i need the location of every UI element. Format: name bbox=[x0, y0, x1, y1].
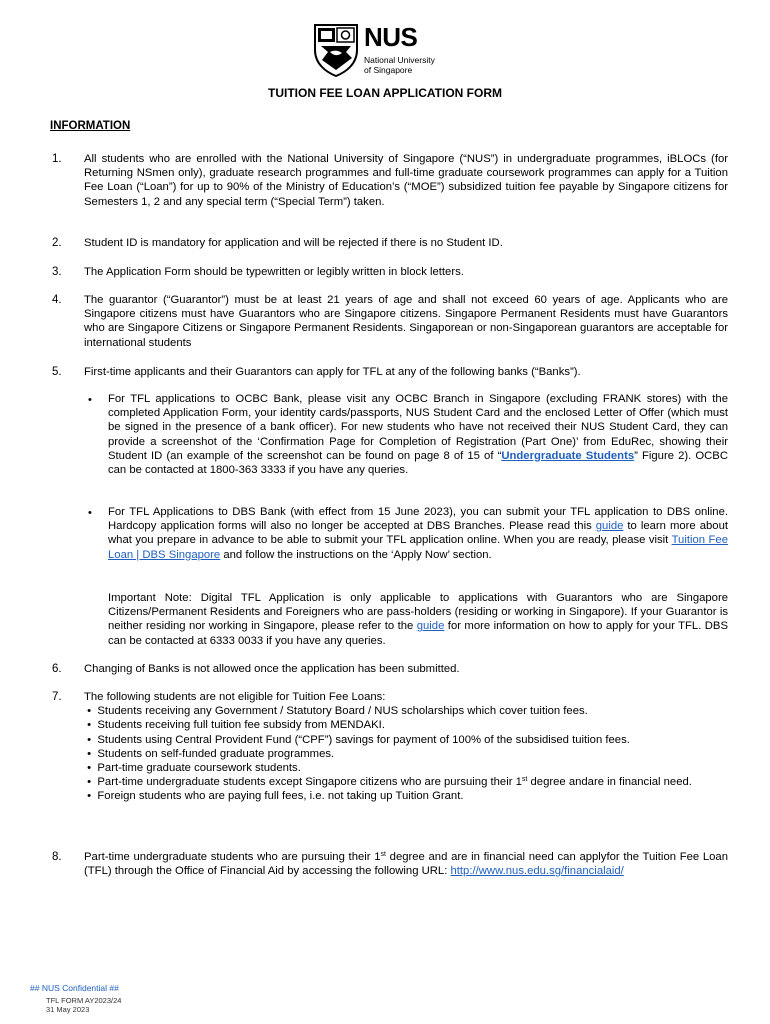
dbs-text-c: and follow the instructions on the ‘Apply Now’ section. bbox=[220, 548, 492, 561]
list-item: • Students using Central Provident Fund (“CPF”) savings for payment of 100% of the subsidised tuition fees. bbox=[87, 733, 630, 746]
item-text-1: All students who are enrolled with the National University of Singapore (“NUS”) in undergraduate programmes, iBLOCs (for Returning NSmen only), graduate research programmes and full-time graduate coursework programmes can apply for a Tuition Fee Loan (“Loan”) for up to 90% of the Ministry of Education’s (“MOE”) subsidized tuition fee payable by Singapore citizens for Semesters 1, 2 and any special term (“Special Term”) taken. bbox=[84, 153, 728, 208]
item-number-1: 1. bbox=[52, 153, 62, 165]
item-number-5: 5. bbox=[52, 366, 62, 378]
ocbc-bullet: • bbox=[88, 394, 92, 406]
item-text-2: Student ID is mandatory for application and will be rejected if there is no Student ID. bbox=[84, 237, 503, 249]
item-text-4: The guarantor (“Guarantor”) must be at least 21 years of age and shall not exceed 60 years of age. Applicants who are Singapore citizens must have Guarantors who are Singapore citizens. Singapore Permanent Residents must have Guarantors who are Singapore Citizens or Singapore Permanent Residents. Singaporean or non-Singaporean guarantors are acceptable for international students bbox=[84, 294, 728, 349]
confidential-label: ## NUS Confidential ## bbox=[30, 983, 119, 993]
item-number-3: 3. bbox=[52, 266, 62, 278]
section-heading: INFORMATION bbox=[50, 120, 131, 132]
dbs-guide-link[interactable]: guide bbox=[595, 520, 624, 533]
dbs-paragraph bbox=[108, 505, 728, 562]
item-text-6: Changing of Banks is not allowed once the application has been submitted. bbox=[84, 663, 460, 675]
item-text-8 bbox=[84, 850, 728, 878]
item-text-3: The Application Form should be typewritten or legibly written in block letters. bbox=[84, 266, 464, 278]
ocbc-text-a: For TFL applications to OCBC Bank, please visit any OCBC Branch in Singapore (excluding FRANK stores) with the completed Application Form, your identity cards/passports, NUS Student Card and the enclosed Letter of Offer (which must be signed in the presence of a bank officer). For new students who have not received their NUS Student Card, they can provide a screenshot of the ‘Confirmation Page for Completion of Registration (Part One)’ from EduRec, showing their Student ID (an example of the screenshot can be found on page 8 of 15 of “ bbox=[108, 393, 728, 462]
list-item: • Foreign students who are paying full fees, i.e. not taking up Tuition Grant. bbox=[87, 790, 464, 803]
logo-wordmark: NUS bbox=[364, 22, 418, 52]
nus-logo bbox=[312, 22, 462, 82]
item8-text-a: Part-time undergraduate students who are pursuing their 1 bbox=[84, 851, 381, 863]
item-number-7: 7. bbox=[52, 691, 62, 703]
form-title: TUITION FEE LOAN APPLICATION FORM bbox=[268, 86, 502, 100]
item8-text-b: degree and are in financial need can applyfor the Tuition Fee Loan (TFL) through the Office of Financial Aid by accessing the following URL: bbox=[84, 851, 728, 878]
item-text-5: First-time applicants and their Guarantors can apply for TFL at any of the following banks (“Banks”). bbox=[84, 366, 581, 378]
item-number-8: 8. bbox=[52, 851, 62, 863]
list-item: • Students receiving full tuition fee subsidy from MENDAKI. bbox=[87, 719, 385, 732]
dbs-tfl-link[interactable]: Tuition Fee Loan | DBS Singapore bbox=[108, 534, 728, 561]
ocbc-paragraph bbox=[108, 392, 728, 477]
item-text-7: The following students are not eligible for Tuition Fee Loans: bbox=[84, 691, 386, 703]
item-number-4: 4. bbox=[52, 294, 62, 306]
nus-crest-icon bbox=[312, 22, 360, 78]
form-date: 31 May 2023 bbox=[46, 1005, 90, 1014]
ocbc-text-b: ” Figure 2). OCBC can be contacted at 1800-363 3333 if you have any queries. bbox=[108, 449, 728, 477]
list-item: • Part-time undergraduate students except Singapore citizens who are pursuing their 1st degree andare in financial need. bbox=[87, 776, 692, 789]
ineligible-list bbox=[84, 690, 728, 804]
dbs-text-b: to learn more about what you prepare in advance to be able to submit your TFL application online. When you are ready, please visit bbox=[108, 520, 728, 547]
note-text-a: Important Note: Digital TFL Application is only applicable to applications with Guarantors who are Singapore Citizens/Permanent Residents and Foreigners who are pass-holders (residing or working in Singapore). If your Guarantor is neither residing nor working in Singapore, please refer to the bbox=[108, 592, 728, 633]
dbs-bullet: • bbox=[88, 507, 92, 519]
form-code: TFL FORM AY2023/24 bbox=[46, 996, 122, 1005]
undergraduate-students-link[interactable]: Undergraduate Students bbox=[501, 449, 635, 462]
logo-subtitle-line1: National University bbox=[364, 55, 435, 65]
note-text-b: for more information on how to apply for your TFL. DBS can be contacted at 6333 0033 if you have any queries. bbox=[108, 620, 729, 647]
financial-aid-url-link[interactable]: http://www.nus.edu.sg/financialaid/ bbox=[450, 865, 624, 878]
logo-subtitle-line2: of Singapore bbox=[364, 65, 413, 75]
note-guide-link[interactable]: guide bbox=[416, 620, 445, 633]
item-number-6: 6. bbox=[52, 663, 62, 675]
dbs-text-a: For TFL Applications to DBS Bank (with effect from 15 June 2023), you can submit your TFL application to DBS online. Hardcopy application forms will also no longer be accepted at DBS Branches. Please read this bbox=[108, 506, 728, 533]
item8-sup: st bbox=[380, 851, 386, 858]
list-item: • Part-time graduate coursework students. bbox=[87, 762, 301, 775]
important-note bbox=[108, 591, 728, 648]
item-number-2: 2. bbox=[52, 237, 62, 249]
list-item: • Students receiving any Government / Statutory Board / NUS scholarships which cover tuition fees. bbox=[87, 705, 588, 718]
list-item: • Students on self-funded graduate programmes. bbox=[87, 747, 335, 760]
